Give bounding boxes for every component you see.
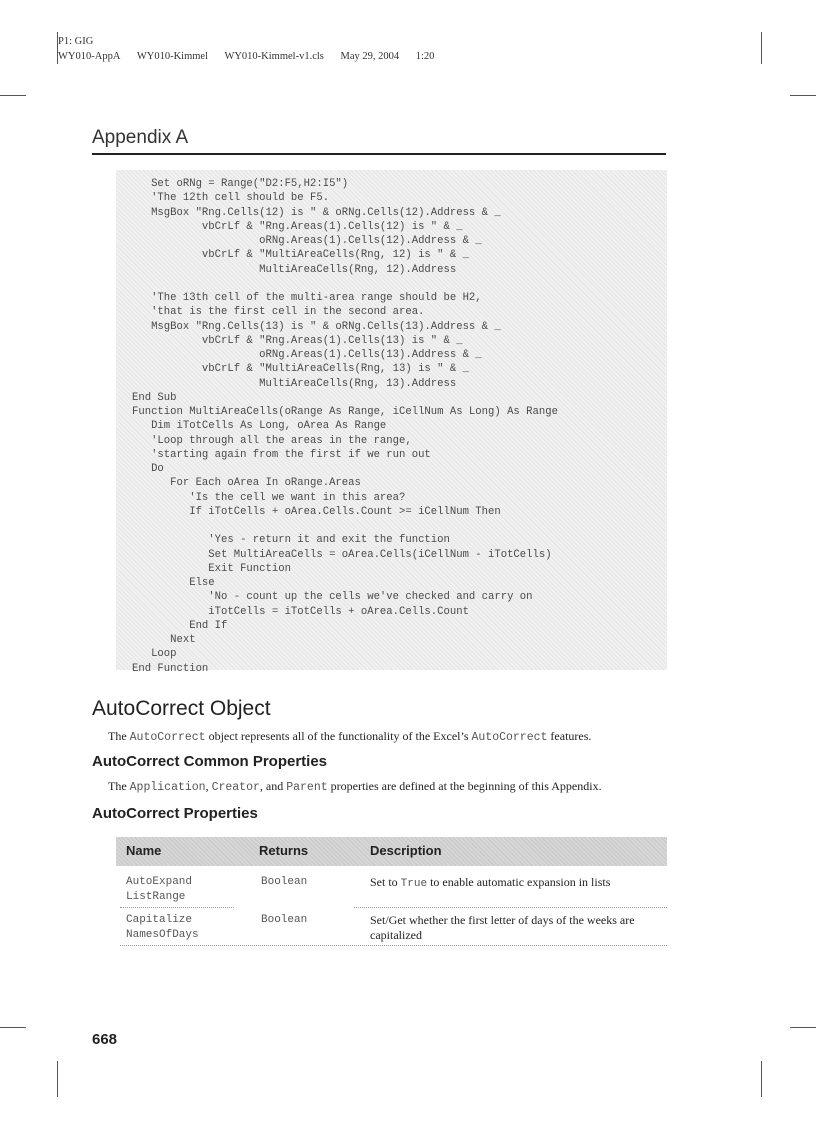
description-code: True xyxy=(400,878,428,890)
intro-code: AutoCorrect xyxy=(129,731,206,744)
code-line: Dim iTotCells As Long, oArea As Range xyxy=(132,420,387,433)
code-line: 'The 13th cell of the multi-area range should be H2, xyxy=(132,292,482,304)
code-line: oRNg.Areas(1).Cells(12).Address & _ xyxy=(132,235,482,247)
description-text: to enable automatic expansion in lists xyxy=(427,875,611,889)
code-line: Function MultiAreaCells(oRange As Range, iCellNum As Long) As Range xyxy=(132,406,558,418)
crop-mark xyxy=(57,1061,58,1097)
code-line: Next xyxy=(132,634,196,646)
header-chapter-code: WY010-AppA xyxy=(58,51,121,62)
code-line: Set oRNg = Range("D2:F5,H2:I5") xyxy=(132,178,349,190)
common-properties-heading: AutoCorrect Common Properties xyxy=(92,753,328,770)
crop-mark xyxy=(0,95,26,96)
row-divider xyxy=(120,907,234,908)
row-divider xyxy=(120,945,667,946)
column-header-name: Name xyxy=(126,843,162,858)
code-line: 'that is the first cell in the second area. xyxy=(132,306,425,319)
code-line: 'No - count up the cells we've checked and carry on xyxy=(132,591,533,604)
table-cell-returns: Boolean xyxy=(261,914,308,926)
crop-mark xyxy=(790,1027,816,1028)
crop-mark xyxy=(0,1027,26,1028)
appendix-title: Appendix A xyxy=(92,127,666,155)
code-line: vbCrLf & "MultiAreaCells(Rng, 13) is " & _ xyxy=(132,363,469,376)
code-line: vbCrLf & "Rng.Areas(1).Cells(13) is " & _ xyxy=(132,334,463,347)
para-text: , and xyxy=(259,779,287,793)
table-header-row xyxy=(116,837,667,866)
code-line: Else xyxy=(132,577,215,589)
code-line: oRNg.Areas(1).Cells(13).Address & _ xyxy=(132,349,482,361)
para-code: Creator xyxy=(211,781,260,794)
header-author-code: WY010-Kimmel xyxy=(136,51,208,62)
intro-text: The xyxy=(108,729,130,743)
code-line: 'Loop through all the areas in the range, xyxy=(132,434,412,447)
header-date: May 29, 2004 xyxy=(340,51,400,62)
intro-paragraph xyxy=(108,729,591,744)
header-line-1: P1: GIG xyxy=(58,36,94,47)
header-line-2 xyxy=(58,49,448,64)
code-line: vbCrLf & "MultiAreaCells(Rng, 12) is " & _ xyxy=(132,249,469,262)
code-line: iTotCells = iTotCells + oArea.Cells.Count xyxy=(132,605,469,618)
crop-mark xyxy=(761,1061,762,1097)
table-cell-name: Capitalize NamesOfDays xyxy=(126,914,199,941)
intro-text: features. xyxy=(547,729,592,743)
para-text: , xyxy=(205,779,212,793)
code-line: MultiAreaCells(Rng, 12).Address xyxy=(132,263,457,276)
section-title: AutoCorrect Object xyxy=(92,697,271,720)
para-code: Parent xyxy=(286,781,328,794)
common-properties-paragraph xyxy=(108,779,602,794)
code-line: Do xyxy=(132,463,164,475)
crop-mark xyxy=(761,32,762,64)
crop-mark xyxy=(790,95,816,96)
code-line: 'starting again from the first if we run out xyxy=(132,448,431,461)
code-line: Loop xyxy=(132,648,177,661)
table-cell-description xyxy=(370,875,667,892)
code-line: vbCrLf & "Rng.Areas(1).Cells(12) is " & _ xyxy=(132,220,463,233)
properties-heading: AutoCorrect Properties xyxy=(92,805,258,822)
para-code: Application xyxy=(129,781,206,794)
code-line: 'Is the cell we want in this area? xyxy=(132,491,406,504)
table-cell-name: AutoExpand ListRange xyxy=(126,876,193,903)
code-line: 'Yes - return it and exit the function xyxy=(132,534,450,547)
table-cell-returns: Boolean xyxy=(261,876,308,888)
code-line: Set MultiAreaCells = oArea.Cells(iCellNum - iTotCells) xyxy=(132,548,552,561)
row-divider xyxy=(354,907,667,908)
para-text: The xyxy=(108,779,130,793)
column-header-returns: Returns xyxy=(259,843,309,858)
intro-code: AutoCorrect xyxy=(471,731,548,744)
header-file-name: WY010-Kimmel-v1.cls xyxy=(224,51,324,62)
page-number: 668 xyxy=(92,1031,118,1048)
code-line: Exit Function xyxy=(132,562,291,575)
code-line: End Sub xyxy=(132,391,177,404)
description-text: Set to xyxy=(370,875,401,889)
intro-text: object represents all of the functionality of the Excel’s xyxy=(205,729,472,743)
code-line: MsgBox "Rng.Cells(12) is " & oRNg.Cells(12).Address & _ xyxy=(132,206,501,219)
code-line: MultiAreaCells(Rng, 13).Address xyxy=(132,377,457,390)
code-listing xyxy=(116,170,667,675)
code-line: End Function xyxy=(132,662,209,675)
code-line: MsgBox "Rng.Cells(13) is " & oRNg.Cells(13).Address & _ xyxy=(132,320,501,333)
header-time: 1:20 xyxy=(415,51,435,62)
code-line: End If xyxy=(132,619,228,632)
para-text: properties are defined at the beginning of this Appendix. xyxy=(327,779,602,793)
running-header xyxy=(58,34,448,64)
code-line: If iTotCells + oArea.Cells.Count >= iCellNum Then xyxy=(132,505,501,518)
column-header-description: Description xyxy=(370,843,442,858)
code-line: 'The 12th cell should be F5. xyxy=(132,192,330,205)
code-line: For Each oArea In oRange.Areas xyxy=(132,477,361,490)
table-cell-description: Set/Get whether the first letter of days of the weeks are capitalized xyxy=(370,913,635,942)
